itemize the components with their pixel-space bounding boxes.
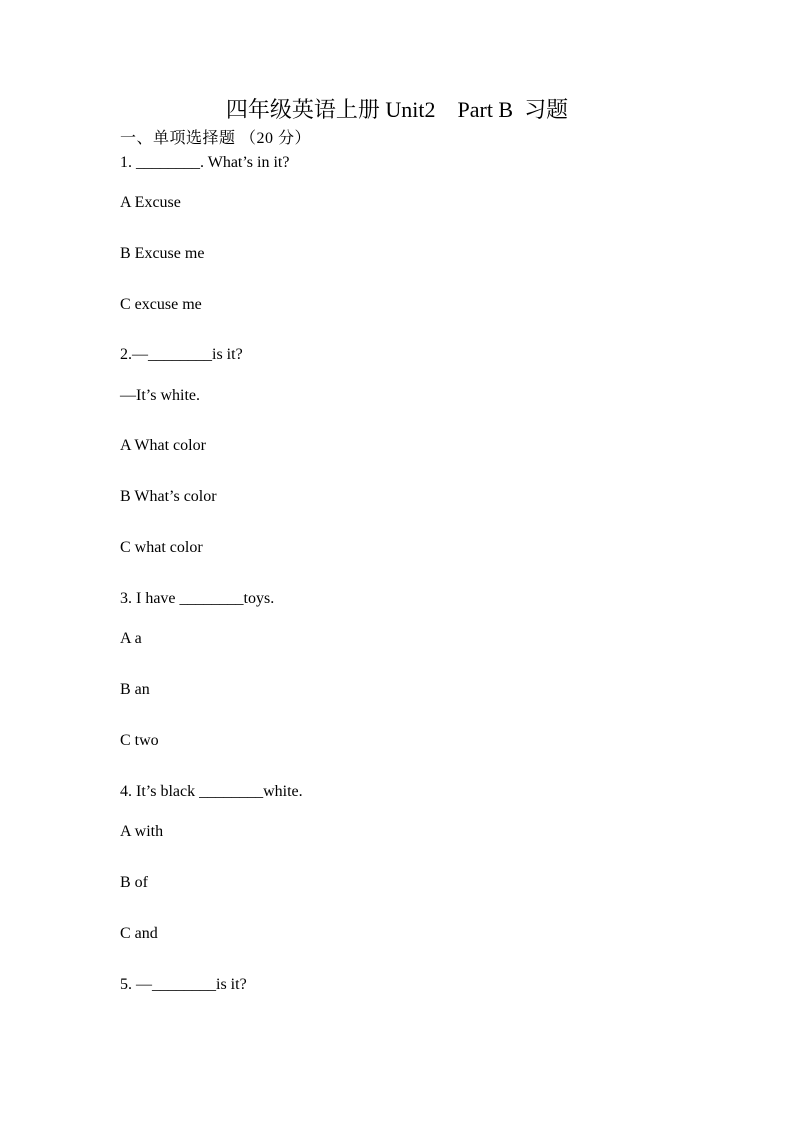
document-title: 四年级英语上册 Unit2 Part B 习题 <box>225 97 569 122</box>
question-4-option-a: A with <box>120 823 164 840</box>
question-3-option-b: B an <box>120 681 150 698</box>
question-4-option-b: B of <box>120 874 148 891</box>
question-4-option-c: C and <box>120 925 158 942</box>
section-heading: 一、单项选择题 （20 分） <box>120 130 312 147</box>
question-2-option-c: C what color <box>120 539 203 556</box>
question-1-option-c: C excuse me <box>120 296 202 313</box>
question-1-option-a: A Excuse <box>120 194 181 211</box>
question-2-dialogue-line: —It’s white. <box>120 387 200 404</box>
question-2-prompt: 2.—________is it? <box>120 346 243 363</box>
question-1-prompt: 1. ________. What’s in it? <box>120 154 290 171</box>
question-1-option-b: B Excuse me <box>120 245 205 262</box>
question-3-option-c: C two <box>120 732 159 749</box>
question-3-prompt: 3. I have ________toys. <box>120 590 275 607</box>
question-4-prompt: 4. It’s black ________white. <box>120 783 303 800</box>
question-3-option-a: A a <box>120 630 142 647</box>
question-2-option-a: A What color <box>120 437 206 454</box>
question-2-option-b: B What’s color <box>120 488 217 505</box>
question-5-prompt: 5. —________is it? <box>120 976 247 993</box>
